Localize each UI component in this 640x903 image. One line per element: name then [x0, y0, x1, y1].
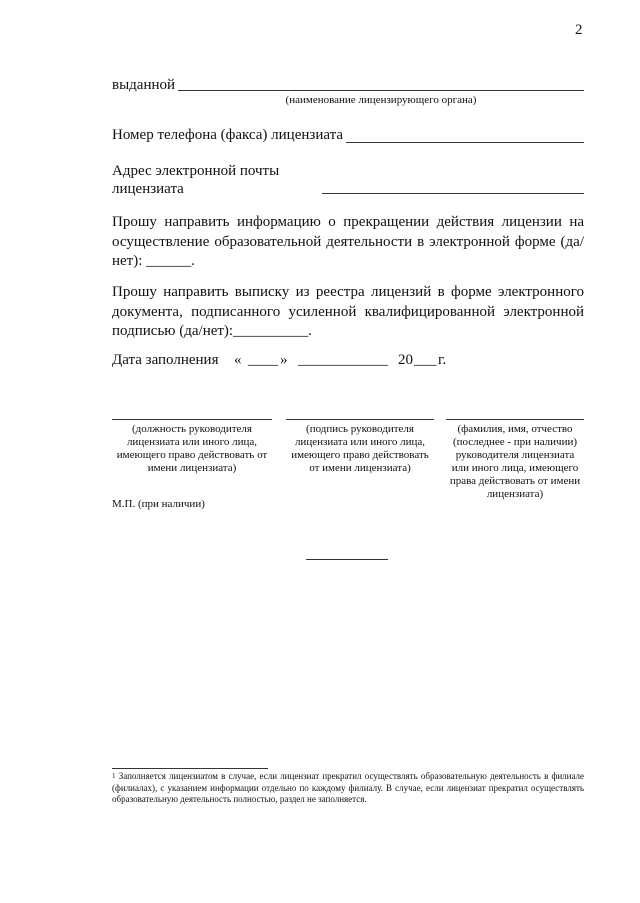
- phone-label: Номер телефона (факса) лицензиата: [112, 127, 344, 143]
- position-signature-line: [112, 419, 272, 420]
- name-caption: (фамилия, имя, отчество (последнее - при наличии) руководителя лицензиата или иного лица, имеющего права действовать от имени лицензиата): [449, 423, 581, 500]
- footnote-marker: 1: [112, 772, 116, 780]
- email-field-line: [322, 193, 584, 194]
- date-year-prefix: 20: [398, 352, 413, 368]
- section-end-divider: [306, 559, 388, 560]
- date-label: Дата заполнения: [112, 352, 219, 368]
- signature-line: [286, 419, 434, 420]
- request-registry-extract: Прошу направить выписку из реестра лицензий в форме электронного документа, подписанного усиленной квалифицированной электронной подписью (да/нет):__________.: [112, 284, 584, 339]
- footnote-text: Заполняется лицензиатом в случае, если лицензиат прекратил осуществлять образовательную деятельность в филиале (филиалах), с указанием информации отдельно по каждому филиалу. В случае, если лицензиат прекратил осуществлять образовательную деятельность полностью, раздел не заполняется.: [112, 771, 585, 804]
- date-close-quote: »: [280, 352, 288, 368]
- date-day-blank: ____: [248, 352, 278, 368]
- date-year-suffix: г.: [438, 352, 447, 368]
- footnote: [112, 771, 584, 806]
- date-row: [112, 351, 584, 371]
- signature-caption: (подпись руководителя лицензиата или иного лица, имеющего право действовать от имени лицензиата): [291, 423, 429, 474]
- issued-label: выданной: [112, 77, 176, 93]
- page-number: 2: [575, 22, 583, 38]
- name-signature-line: [446, 419, 584, 420]
- issued-field-line: [178, 90, 584, 91]
- phone-field-line: [346, 142, 584, 143]
- position-caption: (должность руководителя лицензиата или иного лица, имеющего право действовать от имени лицензиата): [116, 423, 268, 474]
- request-termination-info: Прошу направить информацию о прекращении действия лицензии на осуществление образовательной деятельности в электронной форме (да/нет): ______.: [112, 214, 584, 269]
- stamp-label: М.П. (при наличии): [112, 498, 205, 510]
- email-label: [112, 162, 279, 198]
- footnote-rule: [112, 768, 268, 769]
- email-label-line2: лицензиата: [112, 181, 184, 197]
- date-open-quote: «: [234, 352, 242, 368]
- issued-caption: (наименование лицензирующего органа): [285, 94, 477, 106]
- date-year-blank: ___: [414, 352, 437, 368]
- date-month-blank: ____________: [298, 352, 388, 368]
- email-label-line1: Адрес электронной почты: [112, 163, 280, 179]
